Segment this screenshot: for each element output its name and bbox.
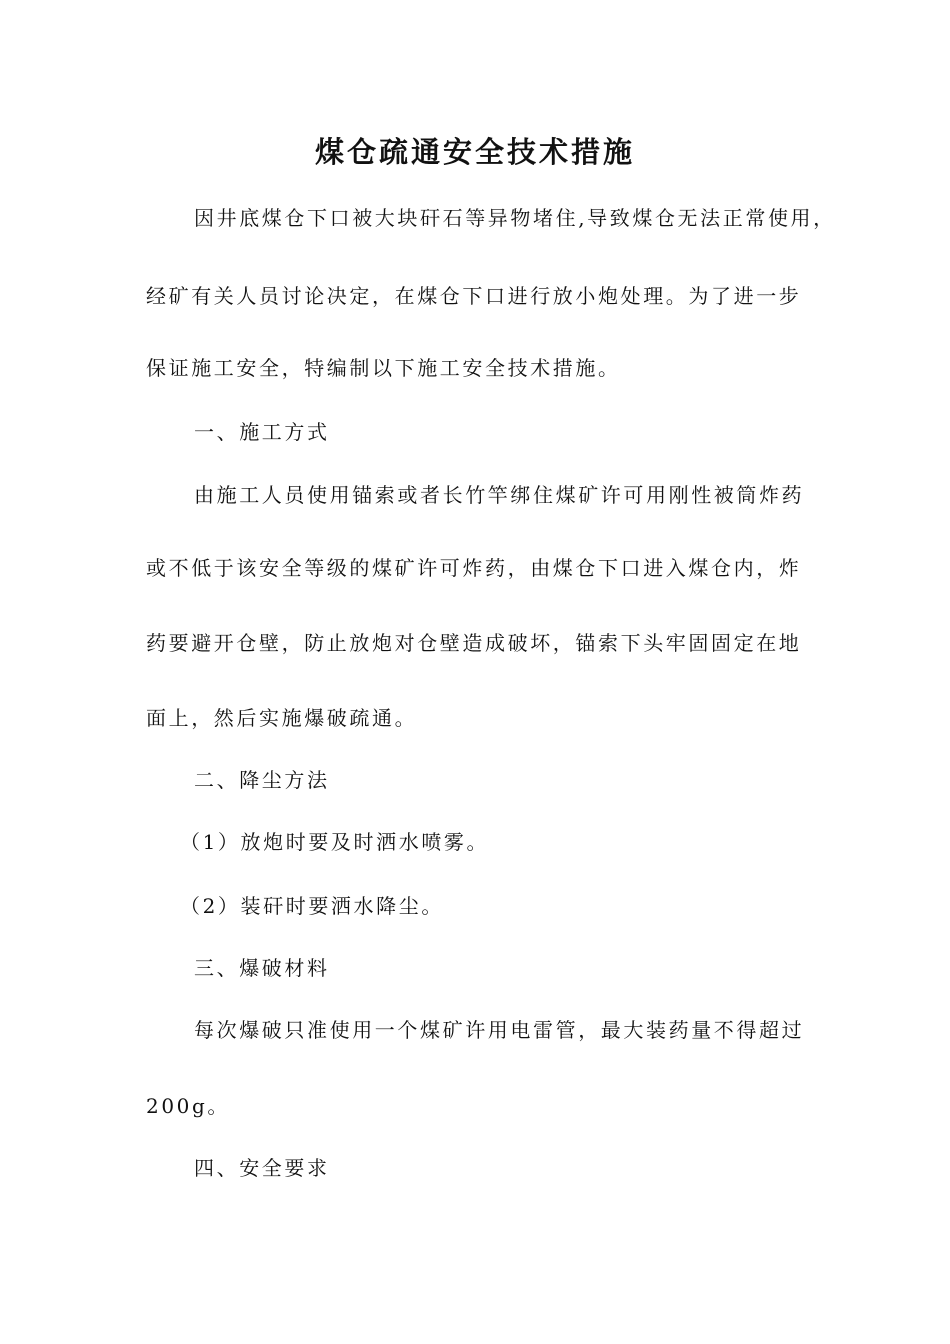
paragraph-line: 每次爆破只准使用一个煤矿许用电雷管，最大装药量不得超过 — [194, 1018, 805, 1042]
paragraph-line: 药要避开仓壁，防止放炮对仓壁造成破坏，锚索下头牢固固定在地 — [146, 631, 802, 655]
list-item: （2）装矸时要洒水降尘。 — [180, 894, 444, 918]
paragraph-line: 200g。 — [146, 1094, 230, 1118]
paragraph-line: 或不低于该安全等级的煤矿许可炸药，由煤仓下口进入煤仓内，炸 — [146, 556, 802, 580]
paragraph-line: 经矿有关人员讨论决定，在煤仓下口进行放小炮处理。为了进一步 — [146, 284, 802, 308]
section-heading: 四、安全要求 — [194, 1156, 330, 1180]
paragraph-line: 因井底煤仓下口被大块矸石等异物堵住,导致煤仓无法正常使用， — [194, 206, 836, 230]
paragraph-line: 保证施工安全，特编制以下施工安全技术措施。 — [146, 356, 621, 380]
list-item: （1）放炮时要及时洒水喷雾。 — [180, 830, 490, 854]
section-heading: 三、爆破材料 — [194, 956, 330, 980]
paragraph-line: 由施工人员使用锚索或者长竹竿绑住煤矿许可用刚性被筒炸药 — [194, 483, 805, 507]
section-heading: 二、降尘方法 — [194, 768, 330, 792]
document-title: 煤仓疏通安全技术措施 — [314, 135, 635, 169]
section-heading: 一、施工方式 — [194, 420, 330, 444]
paragraph-line: 面上，然后实施爆破疏通。 — [146, 706, 418, 730]
